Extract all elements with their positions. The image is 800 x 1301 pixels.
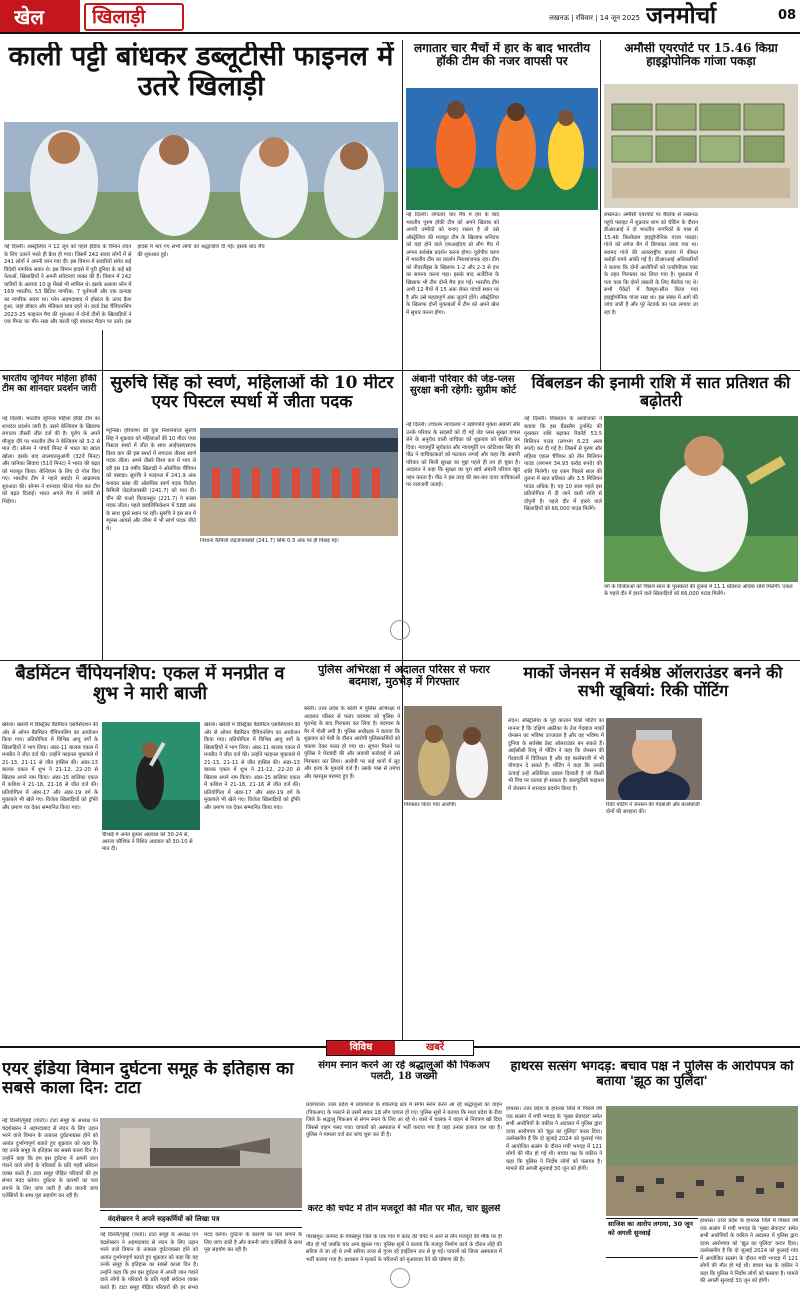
- article-body: नई दिल्ली। उच्चतम न्यायालय ने उद्योगपति मुकेश अंबानी और उनके परिवार के सदस्यों को दी गई जेड प्लस सुरक्षा वापस लेने के अनुरोध वाली याचिका को शुक्रवार को खारिज कर दिया। न्यायमूर्ति सूर्यकांत और न्यायमूर्ति एन कोटिश्वर सिंह की पीठ ने याचिकाकर्ता को फटकार लगाई और कहा कि अंबानी परिवार को मिली सुरक्षा का मुद्दा पहले ही तय हो चुका है। अदालत ने कहा कि सुरक्षा का पूरा खर्च अंबानी परिवार खुद वहन करता है। पीठ ने इस तरह की बार-बार दायर याचिकाओं पर नाराजगी जताई।: [406, 422, 520, 489]
- photo-caption: रिकी पोंटिंग ने जेनसन की गेंदबाजी और बल्लेबाजी दोनों की सराहना की।: [606, 802, 700, 816]
- article-body-lead: म्यूनिख। हरियाणा की युवा निशानेबाज सुरुचि सिंह ने शुक्रवार को महिलाओं की 10 मीटर एयर पिस्टल स्पर्धा में जीत के साथ आईएसएसएफ विश्व कप की इस स्पर्धा में लगातार तीसरा स्वर्ण पदक जीता। अपने तीसरे विश्व कप में भाग ले रही इस 19 वर्षीय खिलाड़ी ने ओलंपिक चैंपियन को पछाड़ा। सुरुचि ने फाइनल में 241.9 अंक बनाकर फ्रांस की ओलंपिक स्वर्ण पदक विजेता कैमिली जेद्रजेजवस्की (241.7) को मात दी। चीन की याओ कियानसुन (221.7) ने कांस्य पदक जीता। पहले क्वालिफिकेशन में 588 अंक के साथ दूसरे स्थान पर रहीं। सुरुचि ने इस सत्र में ब्यूनस आयर्स और लीमा में भी स्वर्ण पदक जीते थे।: [106, 428, 196, 532]
- vividh-label-left: विविध: [327, 1041, 395, 1055]
- plane-crash-photo: [100, 1118, 302, 1208]
- article-headline: अमौसी एयरपोर्ट पर 15.46 किग्रा हाइड्रोपोनिक गांजा पकड़ा: [624, 42, 778, 69]
- article-headline: लगातार चार मैचों में हार के बाद भारतीय हॉकी टीम की नजर वापसी पर: [413, 42, 591, 69]
- article-headline: संगम स्नान करने आ रहे श्रद्धालुओं की पिकअप पलटी, 18 जख्मी: [318, 1060, 490, 1083]
- article-headline: विंबलडन की इनामी राशि में सात प्रतिशत की बढ़ोतरी: [531, 374, 791, 410]
- article-body: नई दिल्ली। लगातार चार मैच में हार के बाद भारतीय पुरुष हॉकी टीम को अपने खिताब को अपनी उम्मीदों को बनाए रखना है तो उसे ऑस्ट्रेलिया की मजबूत टीम के खिलाफ शनिवार को यहां होने वाले एफआईएच प्रो लीग मैच में अपना सर्वश्रेष्ठ प्रदर्शन करना होगा। यूरोपीय चरण में भारतीय टीम का प्रदर्शन निराशाजनक रहा। टीम को नीदरलैंड्स के खिलाफ 1-2 और 2-3 से हार का सामना करना पड़ा। इसके बाद अर्जेंटीना के खिलाफ भी टीम दोनों मैच हार गई। भारतीय टीम अभी 12 मैचों में 15 अंक लेकर पांचवें स्थान पर है और उसे महत्वपूर्ण अंक जुटाने होंगे। ऑस्ट्रेलिया के खिलाफ दोनों मुकाबलों में टीम को अपने खेल में सुधार करना होगा।: [406, 212, 499, 316]
- section-label-text: खेल: [14, 5, 44, 29]
- dateline: लखनऊ | रविवार | 14 जून 2025: [549, 14, 640, 22]
- article-headline: अंबानी परिवार की जेड-प्लस सुरक्षा बनी रहेगी: सुप्रीम कोर्ट: [409, 374, 517, 397]
- article-headline: बैडमिंटन चैंपियनशिप: एकल में मनप्रीत व शुभ ने मारी बाजी: [15, 664, 285, 705]
- stampede-site-photo: [606, 1106, 798, 1216]
- section-rule: [0, 660, 800, 661]
- photo-caption: गिरफ्तार किया गया आरोपी।: [404, 802, 457, 808]
- vividh-label-right: खबरें: [426, 1042, 444, 1053]
- page-number: 08: [778, 8, 797, 23]
- article-body: लंदन। ऑस्ट्रेलिया के पूर्व कप्तान रिकी पोंटिंग का मानना है कि दक्षिण अफ्रीका के तेज गेंदबाज मार्को जेनसन का भविष्य उज्जवल है और वह भविष्य में दुनिया के सर्वश्रेष्ठ टेस्ट ऑलराउंडर बन सकते हैं। आईसीसी रिव्यू में पोंटिंग ने कहा कि जेनसन की गेंदबाजी में विविधता है और वह बल्लेबाजी में भी योगदान दे सकते हैं। पोंटिंग ने कहा कि उनकी ऊंचाई उन्हें अतिरिक्त उछाल दिलाती है जो किसी भी पिच पर घातक हो सकता है। डब्ल्यूटीसी फाइनल में जेनसन ने शानदार प्रदर्शन किया है।: [508, 718, 604, 792]
- article-body-continued: [204, 722, 300, 1044]
- article-headline: हाथरस सत्संग भगदड़: बचाव पक्ष ने पुलिस के आरोपपत्र को बताया 'झूठ का पुलिंदा': [510, 1060, 794, 1089]
- article-headline: मार्को जेनसन में सर्वश्रेष्ठ ऑलराउंडर बनने की सभी खूबियां: रिकी पोंटिंग: [523, 664, 783, 700]
- seized-packets-photo: [604, 84, 798, 208]
- article-body: नई दिल्ली/मुंबई (वार्ता)। टाटा समूह के अध्यक्ष एन चंद्रशेखरन ने अहमदाबाद से लंदन के लिए उड़ान भरने वाले विमान के तत्काल दुर्घटनाग्रस्त होने को अत्यंत दुर्भाग्यपूर्ण बताते हुए शुक्रवार को कहा कि यह उनके समूह के इतिहास का सबसे काला दिन है। उन्होंने कहा कि हम इस दुर्घटना में अपनी जान गंवाने वाले लोगों के परिवारों के प्रति गहरी संवेदना व्यक्त करते हैं। टाटा समूह पीड़ित परिवारों की हर संभव मदद करेगा। दुर्घटना के कारणों का पता लगाने के लिए जांच जारी है और कंपनी जांच एजेंसियों के साथ पूरा सहयोग कर रही है।: [2, 1118, 98, 1200]
- article-headline: काली पट्टी बांधकर डब्लूटीसी फाइनल में उतरे खिलाड़ी: [8, 42, 394, 103]
- article-body: लखनऊ। अमौसी एयरपोर्ट पर बैंकॉक से लखनऊ पहुंचे फ्लाइट में शुक्रवार शाम को चेकिंग के दौरान डीआरआई ने दो भारतीय नागरिकों के पास से 15.46 किलोग्राम हाइड्रोपोनिक गांजा पकड़ा। गांजे को लगेज बैग में छिपाकर लाया गया था। बरामद गांजे की अंतरराष्ट्रीय बाजार में कीमत करोड़ों रुपये आंकी गई है। डीआरआई अधिकारियों ने बताया कि दोनों आरोपियों को एनडीपीएस एक्ट के तहत गिरफ्तार कर लिया गया है। पूछताछ में पता चला कि दोनों तस्करी के लिए बैंकॉक गए थे। सभी पैकेटों में वैक्यूम-सील किया गया हाइड्रोपोनिक गांजा रखा था। इस संबंध में आगे की जांच जारी है और पूरे नेटवर्क का पता लगाया जा रहा है।: [604, 212, 698, 316]
- police-arrest-photo: [404, 706, 502, 800]
- pull-quote-text: साजिश का आरोप लगाया, 30 जून को अगली सुनवाई: [608, 1220, 693, 1237]
- section-rule: [0, 370, 800, 371]
- article-headline: भारतीय जूनियर महिला हॉकी टीम का शानदार प्रदर्शन जारी: [2, 374, 97, 395]
- article-body-continued: [700, 1218, 798, 1298]
- print-registration-mark: [390, 1268, 410, 1288]
- photo-caption: निशाना कैमिली जेद्रजेजवस्की (241.7) सिर्फ 0.5 अंक पर ही पिछड़ गई।: [200, 538, 339, 544]
- article-body-text: हाथरस। उत्तर प्रदेश के हाथरस जिले में पिछले वर्ष एक सत्संग में मची भगदड़ के 'मुख्य सेवादार' समेत सभी आरोपियों के वकील ने अदालत में पुलिस द्वारा दायर आरोपपत्र को 'झूठ का पुलिंदा' करार दिया। उल्लेखनीय है कि दो जुलाई 2024 को फुलरई गांव में आयोजित सत्संग के दौरान मची भगदड़ में 121 लोगों की मौत हो गई थी। बचाव पक्ष के वकील ने कहा कि पुलिस ने निर्दोष लोगों को फंसाया है। मामले की अगली सुनवाई 30 जून को होगी।: [700, 1218, 798, 1285]
- column-rule: [402, 40, 403, 1045]
- column-rule: [102, 330, 103, 660]
- print-registration-mark: [390, 620, 410, 640]
- article-headline: सुरुचि सिंह को स्वर्ण, महिलाओं की 10 मीटर एयर पिस्टल स्पर्धा में जीता पदक: [110, 374, 394, 413]
- article-body: बरेली। उत्तर प्रदेश के बरेली में पुलिस अभिरक्षा में अदालत परिसर से फरार बदमाश को पुलिस ने मुठभेड़ के बाद गिरफ्तार कर लिया है। बदमाश के पैर में गोली लगी है। पुलिस अधीक्षक ने बताया कि शुक्रवार को पेशी के दौरान आरोपी पुलिसकर्मियों को चकमा देकर फरार हो गया था। सूचना मिलने पर पुलिस ने घेराबंदी की और जवाबी कार्रवाई में उसे गिरफ्तार कर लिया। आरोपी पर कई थानों में लूट और हत्या के मुकदमे दर्ज हैं। उसके पास से तमंचा और कारतूस बरामद हुए हैं।: [304, 706, 400, 780]
- masthead: [0, 0, 800, 34]
- article-headline: पुलिस अभिरक्षा में अदालत परिसर से फरार बदमाश, मुठभेड़ में गिरफ्तार: [318, 664, 490, 689]
- shooting-range-photo: [200, 428, 398, 536]
- badminton-player-photo: [102, 722, 200, 830]
- ricky-ponting-photo: [606, 718, 702, 800]
- article-headline: एयर इंडिया विमान दुर्घटना समूह के इतिहास का सबसे काला दिन: टाटा: [2, 1060, 294, 1099]
- article-headline: करंट की चपेट में तीन मजदूरों की मौत पर मौत, चार झुलसे: [307, 1204, 501, 1214]
- article-body: प्रयागराज। उत्तर प्रदेश में प्रयागराज के शंकरगढ़ क्षेत्र में संगम स्नान करने आ रहे श्रद्धालुओं का वाहन (पिकअप) के पलटने से उसमें सवार 18 लोग घायल हो गए। पुलिस सूत्रों ने बताया कि मध्य प्रदेश के रीवा जिले के श्रद्धालु पिकअप से संगम स्नान के लिए आ रहे थे। रास्ते में चालक ने वाहन से नियंत्रण खो दिया जिससे वाहन पलट गया। घायलों को अस्पताल में भर्ती कराया गया है जहां उनका इलाज चल रहा है। पुलिस ने मामला दर्ज कर जांच शुरू कर दी है।: [306, 1102, 502, 1139]
- article-body: गोरखपुर। जनपद के गोरखपुर जिले के एक गांव में करंट की चपेट में आने से तीन मजदूरों की मौके पर ही मौत हो गई जबकि चार अन्य झुलस गए। पुलिस सूत्रों ने बताया कि मजदूर निर्माण कार्य के दौरान लोहे की सरिया ले जा रहे थे तभी सरिया ऊपर से गुजर रहे हाईटेंशन तार से छू गई। घायलों को जिला अस्पताल में भर्ती कराया गया है। प्रशासन ने मृतकों के परिजनों को मुआवजा देने की घोषणा की है।: [306, 1234, 502, 1263]
- section-title-text: खिलाड़ी: [92, 6, 146, 28]
- article-body-text: खरेला। खरेली में डिस्ट्रिक्ट बैडमिंटन एसोसिएशन की ओर से ओपन बैडमिंटन चैंपियनशिप का आयोजन किया गया। प्रतियोगिता में विभिन्न आयु वर्गों के खिलाड़ियों ने भाग लिया। अंडर-11 बालक एकल में मनप्रीत ने जीत दर्ज की। उन्होंने फाइनल मुकाबले में 21-13, 21-11 से जीत हासिल की। अंडर-13 बालक एकल में शुभ ने 21-12, 22-20 से खिताब अपने नाम किया। अंडर-15 बालिका एकल में कशिश ने 21-18, 21-16 से जीत दर्ज की। प्रतियोगिता में अंडर-17 और अंडर-19 वर्ग के मुकाबले भी खेले गए। विजेता खिलाड़ियों को ट्रॉफी और प्रमाण पत्र देकर सम्मानित किया गया।: [204, 722, 300, 811]
- article-body: नई दिल्ली। भारतीय जूनियर महिला हॉकी टीम का शानदार प्रदर्शन जारी है। उसने बेल्जियम के खिलाफ लगातार तीसरी जीत दर्ज की है। यूरोप के अपने मौजूदा दौरे पर भारतीय टीम ने बेल्जियम को 3-2 से मात दी। सोनम ने पांचवें मिनट में भारत का खाता खोला। इसके बाद लालथंतलुआंगी (32वें मिनट) और कनिका सिवाच (51वें मिनट) ने भारत की बढ़त को मजबूत किया। बेल्जियम के लिए दो गोल किए गए। भारतीय टीम ने पहले क्वार्टर में आक्रामक शुरुआत की। सोनम ने शानदार फील्ड गोल कर टीम को बढ़त दिलाई। भारत अगले मैच में जर्मनी से भिड़ेगा।: [2, 416, 100, 505]
- article-body-continued: [100, 1232, 302, 1298]
- article-body-text: नई दिल्ली/मुंबई (वार्ता)। टाटा समूह के अध्यक्ष एन चंद्रशेखरन ने अहमदाबाद से लंदन के लिए उड़ान भरने वाले विमान के तत्काल दुर्घटनाग्रस्त होने को अत्यंत दुर्भाग्यपूर्ण बताते हुए शुक्रवार को कहा कि यह उनके समूह के इतिहास का सबसे काला दिन है। उन्होंने कहा कि हम इस दुर्घटना में अपनी जान गंवाने वाले लोगों के परिवारों के प्रति गहरी संवेदना व्यक्त करते हैं। टाटा समूह पीड़ित परिवारों की हर संभव मदद करेगा। दुर्घटना के कारणों का पता लगाने के लिए जांच जारी है और कंपनी जांच एजेंसियों के साथ पूरा सहयोग कर रही है।: [100, 1232, 302, 1291]
- tennis-player-photo: [604, 416, 798, 582]
- article-body: नई दिल्ली। विंबलडन के आयोजकों ने बताया कि इस ग्रैंडस्लैम टूर्नामेंट की पुरस्कार राशि बढ़ाकर रिकॉर्ड 53.5 मिलियन पाउंड (लगभग 6.23 अरब रुपये) कर दी गई है। जिसमें से पुरुष और महिला एकल चैंपियन को तीन मिलियन पाउंड (लगभग 34.93 करोड़ रुपये) की राशि मिलेगी। यह रकम पिछले साल की तुलना में सात प्रतिशत और 3.5 मिलियन पाउंड अधिक है। यह 10 साल पहले इस प्रतियोगिता में दी जाने वाली राशि से दोगुनी है। पहले दौर में हारने वाले खिलाड़ियों को 66,000 पाउंड मिलेंगे।: [524, 416, 602, 513]
- article-body: नई दिल्ली। आस्ट्रेलिया ने 12 जून को पहले इंडिया के विमान लंदन के लिए उतरने भरते ही क्रैश हो गया। जिसमें 242 सवार लोगों में से 241 लोगों ने अपनी जान गवा दी। इस विमान में सवारियों समेत कई विदेशी नागरिक सवार थे। इस विमान हादसे में पूरी दुनिया के कई बड़े नेताओं, खिलाड़ियों ने अपनी संवेदनाएं व्यक्त की हैं। विमान में 242 यात्रियों के अलावा 10 क्रू मेंबर्स भी शामिल थे। इसके अलावा प्लेन में 169 भारतीय, 53 ब्रिटिश नागरिक, 7 पुर्तगाली और एक कनाडा का नागरिक सवार था। प्लेन अहमदाबाद में हॉस्टल के ऊपर क्रैश हुआ, जहां डॉक्टर और मेडिकल छात्र रहते थे। वर्ल्ड टेस्ट चैंपियनशिप 2023-25 फाइनल मैच की शुरुआत में दोनों टीमों के खिलाड़ियों ने एक मिनट का मौन रखा और काली पट्टी बांधकर मैदान पर उतरे। इस हादसे में मारे गए सभी लोगों को श्रद्धांजलि दी गई। इसके बाद मैच की शुरुआत हुई।: [4, 244, 265, 326]
- column-rule: [600, 40, 601, 370]
- article-body: खरेला। खरेली में डिस्ट्रिक्ट बैडमिंटन एसोसिएशन की ओर से ओपन बैडमिंटन चैंपियनशिप का आयोजन किया गया। प्रतियोगिता में विभिन्न आयु वर्गों के खिलाड़ियों ने भाग लिया। अंडर-11 बालक एकल में मनप्रीत ने जीत दर्ज की। उन्होंने फाइनल मुकाबले में 21-13, 21-11 से जीत हासिल की। अंडर-13 बालक एकल में शुभ ने 21-12, 22-20 से खिताब अपने नाम किया। अंडर-15 बालिका एकल में कशिश ने 21-18, 21-16 से जीत दर्ज की। प्रतियोगिता में अंडर-17 और अंडर-19 वर्ग के मुकाबले भी खेले गए। विजेता खिलाड़ियों को ट्रॉफी और प्रमाण पत्र देकर सम्मानित किया गया।: [2, 722, 98, 811]
- hockey-players-photo: [406, 88, 598, 210]
- pull-quote-text: वंदशेखरन ने अपने सहकर्मियों को लिखा पत्र: [108, 1215, 220, 1223]
- article-body: हाथरस। उत्तर प्रदेश के हाथरस जिले में पिछले वर्ष एक सत्संग में मची भगदड़ के 'मुख्य सेवादार' समेत सभी आरोपियों के वकील ने अदालत में पुलिस द्वारा दायर आरोपपत्र को 'झूठ का पुलिंदा' करार दिया। उल्लेखनीय है कि दो जुलाई 2024 को फुलरई गांव में आयोजित सत्संग के दौरान मची भगदड़ में 121 लोगों की मौत हो गई थी। बचाव पक्ष के वकील ने कहा कि पुलिस ने निर्दोष लोगों को फंसाया है। मामले की अगली सुनवाई 30 जून को होगी।: [506, 1106, 602, 1173]
- paper-name: जनमोर्चा: [646, 2, 717, 29]
- photo-caption: वर्ग के विजेताओं को पिछले साल के पुरस्कारों की तुलना में 11.1 प्रतिशत अधिक राशि मिलेगी। एकल के पहले दौर में हारने वाले खिलाड़ियों को 66,000 पाउंड मिलेंगे।: [604, 584, 793, 598]
- photo-caption: चौथाई में अनंत कुमार अग्रवाल को 30-24 से, आरव्य कौशिक ने रिशित अग्रवाल को 30-10 से मात दी।: [102, 832, 193, 853]
